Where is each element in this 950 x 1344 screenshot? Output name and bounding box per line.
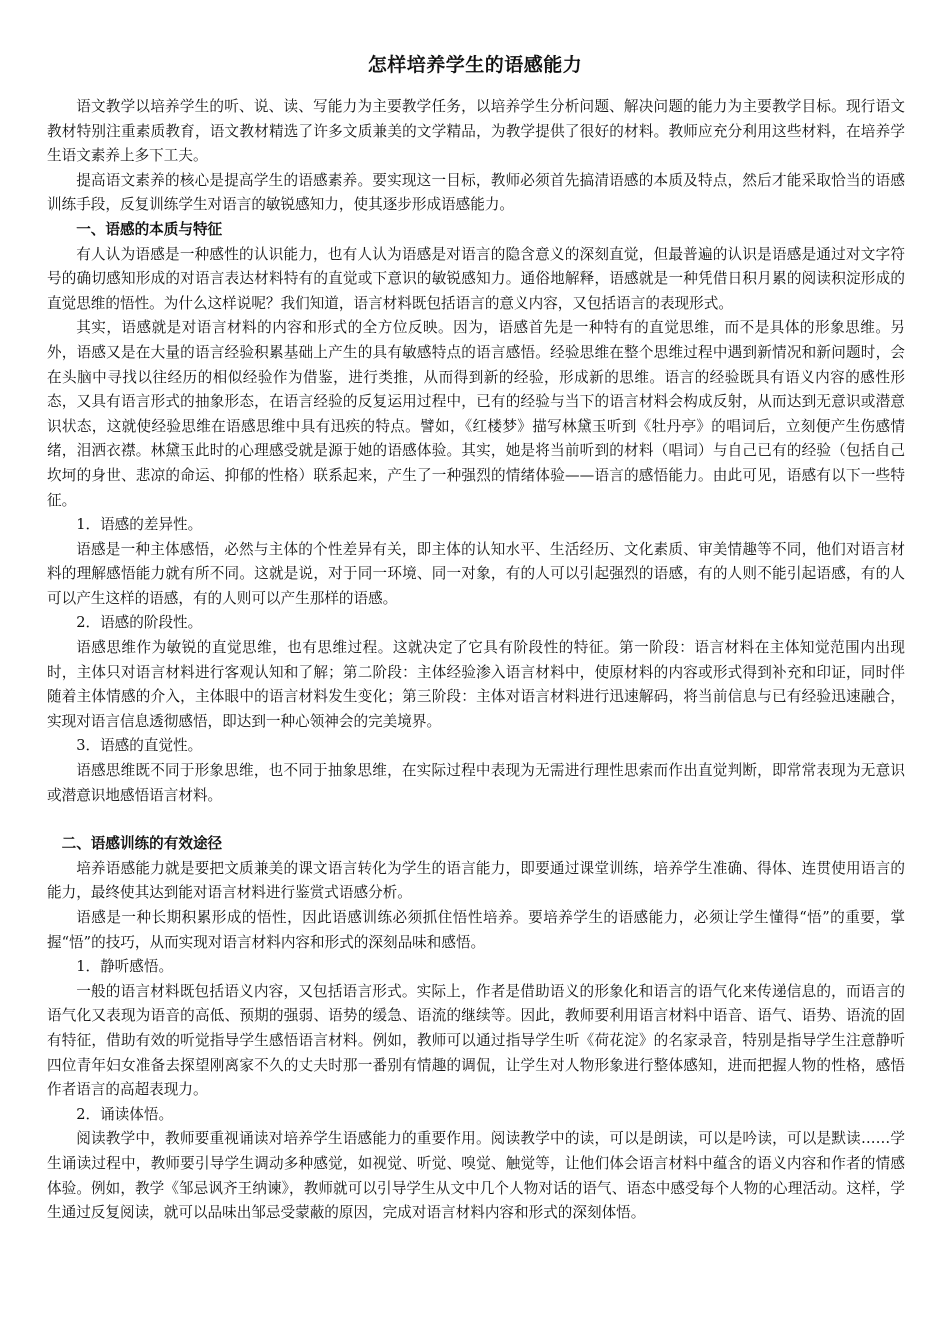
- intro-paragraph: 语文教学以培养学生的听、说、读、写能力为主要教学任务，以培养学生分析问题、解决问题的能力为主要教学目标。现行语文教材特别注重素质教育，语文教材精选了许多文质兼美的文学精品，为教学提供了很好的材料。教师应充分利用这些材料，在培养学生语文素养上多下工夫。: [47, 98, 905, 165]
- section-heading: 一、语感的本质与特征: [76, 220, 223, 238]
- list-item-title: 1．静听感悟。: [76, 958, 174, 976]
- list-item-title: 2．诵读体悟。: [76, 1105, 174, 1123]
- section-paragraph: 有人认为语感是一种感性的认识能力，也有人认为语感是对语言的隐含意义的深刻直觉，但最普遍的认识是语感是通过对文字符号的确切感知形成的对语言表达材料特有的直觉或下意识的敏锐感知力。通俗地解释，语感就是一种凭借日积月累的阅读积淀形成的直觉思维的悟性。为什么这样说呢？我们知道，语言材料既包括语言的意义内容，又包括语言的表现形式。: [47, 245, 905, 312]
- list-item-title: 2．语感的阶段性。: [76, 614, 203, 632]
- list-item-text: 阅读教学中，教师要重视诵读对培养学生语感能力的重要作用。阅读教学中的读，可以是朗读，可以是吟读，可以是默读……学生诵读过程中，教师要引导学生调动多种感觉，如视觉、听觉、嗅觉、触觉等，让他们体会语言材料中蕴含的语义内容和作者的情感体验。例如，教学《邹忌讽齐王纳谏》，教师就可以引导学生从文中几个人物对话的语气、语态中感受每个人物的心理活动。这样，学生通过反复阅读，就可以品味出邹忌受蒙蔽的原因，完成对语言材料内容和形式的深刻体悟。: [47, 1130, 905, 1222]
- list-item-text: 语感思维作为敏锐的直觉思维，也有思维过程。这就决定了它具有阶段性的特征。第一阶段：语言材料在主体知觉范围内出现时，主体只对语言材料进行客观认知和了解；第二阶段：主体经验渗入语言材料中，使原材料的内容或形式得到补充和印证，同时伴随着主体情感的介入，主体眼中的语言材料发生变化；第三阶段：主体对语言材料进行迅速解码，将当前信息与已有经验迅速融合，实现对语言信息透彻感悟，即达到一种心领神会的完美境界。: [47, 639, 905, 730]
- list-item-text: 语感思维既不同于形象思维，也不同于抽象思维，在实际过程中表现为无需进行理性思索而作出直觉判断，即常常表现为无意识或潜意识地感悟语言材料。: [47, 762, 905, 804]
- list-item-text: 语感是一种主体感悟，必然与主体的个性差异有关，即主体的认知水平、生活经历、文化素质、审美情趣等不同，他们对语言材料的理解感悟能力就有所不同。这就是说，对于同一环境、同一对象，有的人可以引起强烈的语感，有的人则不能引起语感，有的人可以产生这样的语感，有的人则可以产生那样的语感。: [47, 540, 905, 607]
- list-item-title: 3．语感的直觉性。: [76, 737, 203, 755]
- section-paragraph: 其实，语感就是对语言材料的内容和形式的全方位反映。因为，语感首先是一种特有的直觉思维，而不是具体的形象思维。另外，语感又是在大量的语言经验积累基础上产生的具有敏感特点的语言感悟。经验思维在整个思维过程中遇到新情况和新问题时，会在头脑中寻找以往经历的相似经验作为借鉴，进行类推，从而得到新的经验，形成新的思维。语言的经验既具有语义内容的感性形态，又具有语言形式的抽象形态，在语言经验的反复运用过程中，已有的经验与当下的语言材料会构成反射，从而达到无意识或潜意识状态，这就使经验思维在语感思维中具有迅疾的特点。譬如，《红楼梦》描写林黛玉听到《牡丹亭》的唱词后，立刻便产生伤感情绪，泪洒衣襟。林黛玉此时的心理感受就是源于她的语感体验。其实，她是将当前听到的材料（唱词）与自己已有的经验（包括自己坎坷的身世、悲凉的命运、抑郁的性格）联系起来，产生了一种强烈的情绪体验——语言的感悟能力。由此可见，语感有以下一些特征。: [47, 319, 905, 509]
- document-body: [47, 95, 905, 1226]
- section-paragraph: 语感是一种长期积累形成的悟性，因此语感训练必须抓住悟性培养。要培养学生的语感能力，必须让学生懂得“悟”的重要，掌握“悟”的技巧，从而实现对语言材料内容和形式的深刻品味和感悟。: [47, 909, 905, 951]
- intro-paragraph: 提高语文素养的核心是提高学生的语感素养。要实现这一目标，教师必须首先搞清语感的本质及特点，然后才能采取恰当的语感训练手段，反复训练学生对语言的敏锐感知力，使其逐步形成语感能力。: [47, 171, 905, 214]
- document-title: 怎样培养学生的语感能力: [367, 54, 583, 76]
- list-item-title: 1．语感的差异性。: [76, 516, 203, 534]
- section-heading: 二、语感训练的有效途径: [61, 835, 223, 853]
- list-item-text: 一般的语言材料既包括语义内容，又包括语言形式。实际上，作者是借助语义的形象化和语言的语气化来传递信息的，而语言的语气化又表现为语音的高低、预期的强弱、语势的缓急、语流的继续等。因此，教师要利用语言材料中语音、语气、语势、语流的固有特征，借助有效的听觉指导学生感悟语言材料。例如，教师可以通过指导学生听《荷花淀》的名家录音，特别是指导学生注意静听四位青年妇女准备去探望刚离家不久的丈夫时那一番别有情趣的调侃，让学生对人物形象进行整体感知，进而把握人物的性格，感悟作者语言的高超表现力。: [47, 982, 905, 1099]
- section-spacer: [47, 808, 905, 832]
- section-paragraph: 培养语感能力就是要把文质兼美的课文语言转化为学生的语言能力，即要通过课堂训练，培养学生准确、得体、连贯使用语言的能力，最终使其达到能对语言材料进行鉴赏式语感分析。: [47, 859, 905, 902]
